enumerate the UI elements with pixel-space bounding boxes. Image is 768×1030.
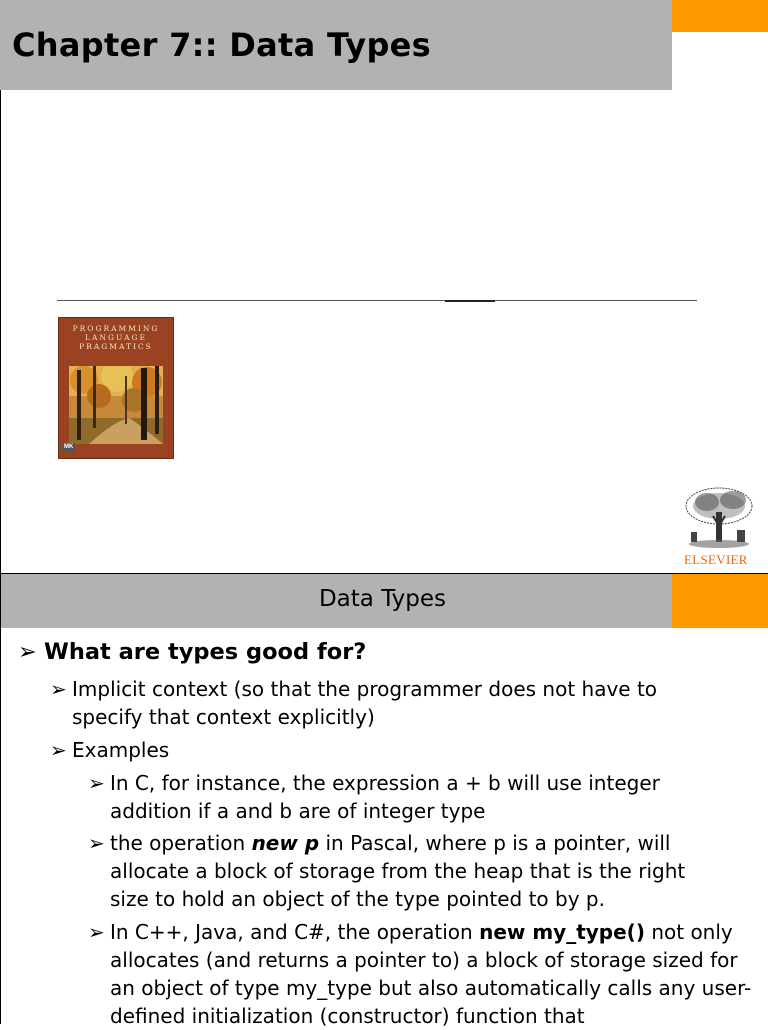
bullet-level-3 xyxy=(88,918,758,1030)
elsevier-wordmark: ELSEVIER xyxy=(684,552,748,567)
slide-title: Chapter 7:: Data Types xyxy=(12,26,432,64)
slide-title: Data Types xyxy=(318,586,447,612)
accent-block xyxy=(672,574,768,628)
content-slide xyxy=(0,573,768,1028)
slide-border xyxy=(0,573,1,1024)
bullet-arrow-icon: ➢ xyxy=(50,738,67,762)
book-cover-title-line: LANGUAGE xyxy=(85,333,147,342)
code-emphasis: new p xyxy=(251,831,320,855)
bullet-level-3 xyxy=(88,769,708,825)
publisher-badge: MK xyxy=(64,444,74,450)
bullet-text xyxy=(110,918,758,1030)
elsevier-tree-logo xyxy=(683,486,755,550)
divider-accent xyxy=(445,300,495,302)
bullet-text xyxy=(110,829,718,913)
bullet-text: Implicit context (so that the programmer does not have to specify that context explicitly) xyxy=(72,677,658,729)
slide-border xyxy=(0,90,1,573)
bullet-arrow-icon: ➢ xyxy=(88,771,105,795)
bullet-text: In C, for instance, the expression a + b will use integer addition if a and b are of integer type xyxy=(110,771,660,823)
bullet-text: Examples xyxy=(72,738,170,762)
accent-block xyxy=(672,0,768,32)
bullet-text-part: in Pascal, where p is a pointer, will allocate a block of storage from the heap that is the right size to hold an object of the type pointed to by p. xyxy=(110,831,686,911)
bullet-level-2 xyxy=(50,675,710,731)
bullet-arrow-icon: ➢ xyxy=(18,639,37,665)
book-cover-title-line: PRAGMATICS xyxy=(79,342,153,351)
bullet-text-part: In C++, Java, and C#, the operation xyxy=(110,920,480,944)
bullet-arrow-icon: ➢ xyxy=(88,920,105,944)
bullet-text: What are types good for? xyxy=(44,639,367,665)
bullet-level-2 xyxy=(50,736,710,764)
bullet-arrow-icon: ➢ xyxy=(88,831,105,855)
bullet-level-1 xyxy=(18,639,738,665)
title-bar xyxy=(0,0,672,90)
book-cover-title xyxy=(59,324,173,351)
bullet-text-part: the operation xyxy=(110,831,252,855)
bullet-level-3 xyxy=(88,829,718,913)
bullet-arrow-icon: ➢ xyxy=(50,677,67,701)
divider-line xyxy=(57,300,697,301)
book-cover-image xyxy=(58,317,174,459)
forest-illustration xyxy=(69,366,163,444)
code-emphasis: new my_type() xyxy=(479,920,645,944)
book-cover-title-line: PROGRAMMING xyxy=(72,324,160,333)
bullet-text-part: not only allocates (and returns a pointer to) a block of storage sized for an object of type my_type but also automatically calls any user-defined initialization (constructor) function that xyxy=(110,920,752,1028)
